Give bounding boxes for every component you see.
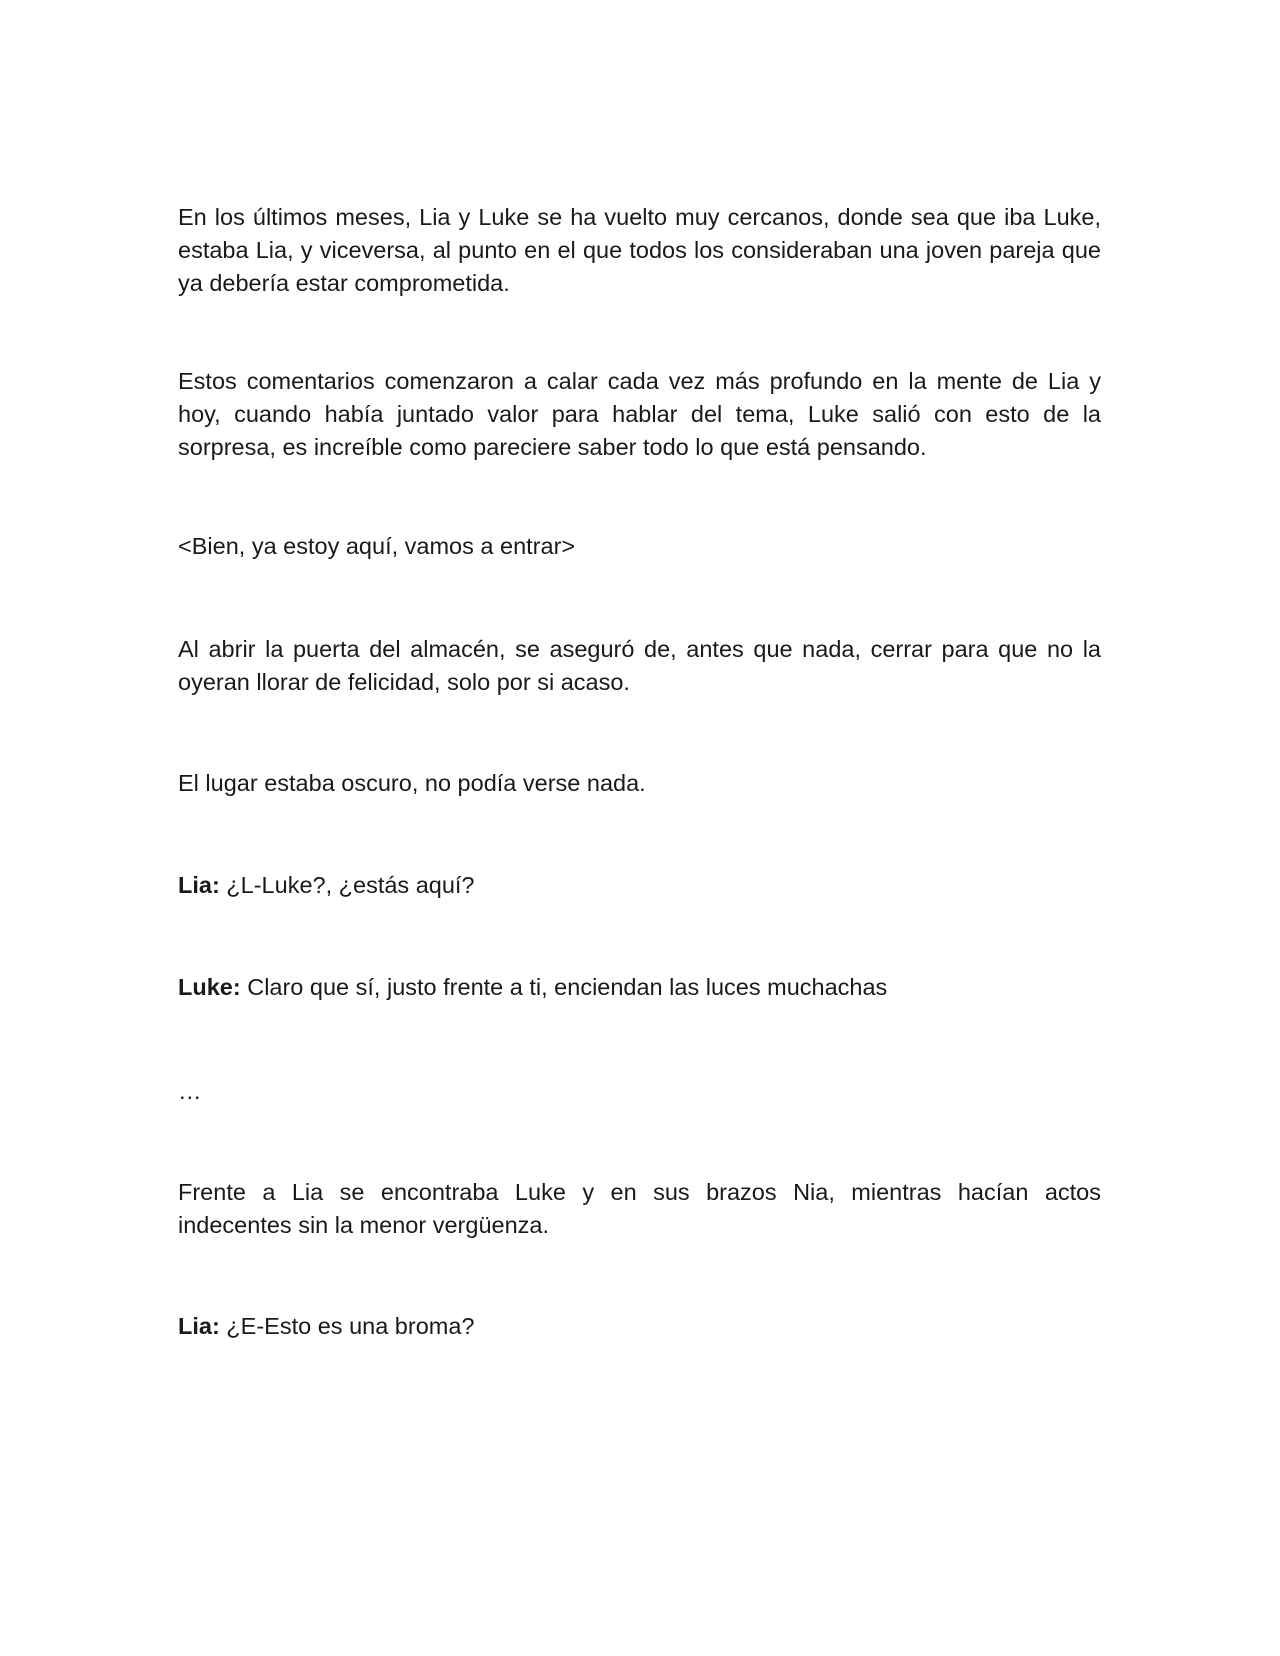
paragraph-reveal [178, 1176, 1101, 1242]
dialogue-line-lia-1 [178, 869, 1101, 902]
speaker-name: Lia: [178, 1313, 220, 1339]
dialogue-text: ¿E-Esto es una broma? [219, 1313, 475, 1339]
paragraph-reveal-line-1: Frente a Lia se encontraba Luke y en sus brazos Nia, mientras hacían actos [178, 1179, 1101, 1205]
scene-break-ellipsis: … [178, 1078, 202, 1104]
paragraph-reveal-line-2: indecentes sin la menor vergüenza. [178, 1212, 549, 1238]
paragraph-thought: <Bien, ya estoy aquí, vamos a entrar> [178, 533, 576, 559]
paragraph-intro: En los últimos meses, Lia y Luke se ha vuelto muy cercanos, donde sea que iba Luke, estaba Lia, y viceversa, al punto en el que todos los consideraban una joven pareja que ya debería estar comprometida. [178, 204, 1101, 296]
paragraph-comments: Estos comentarios comenzaron a calar cada vez más profundo en la mente de Lia y hoy, cuando había juntado valor para hablar del tema, Luke salió con esto de la sorpresa, es increíble como pareciere saber todo lo que está pensando. [178, 368, 1101, 460]
dialogue-line-lia-2 [178, 1310, 1101, 1343]
speaker-name: Lia: [178, 872, 220, 898]
paragraph-warehouse-door: Al abrir la puerta del almacén, se aseguró de, antes que nada, cerrar para que no la oyeran llorar de felicidad, solo por si acaso. [178, 636, 1101, 695]
dialogue-line-luke-1 [178, 971, 1101, 1004]
paragraph-dark-place: El lugar estaba oscuro, no podía verse nada. [178, 770, 646, 796]
speaker-name: Luke: [178, 974, 241, 1000]
dialogue-text: ¿L-Luke?, ¿estás aquí? [219, 872, 475, 898]
dialogue-text: Claro que sí, justo frente a ti, enciendan las luces muchachas [240, 974, 888, 1000]
